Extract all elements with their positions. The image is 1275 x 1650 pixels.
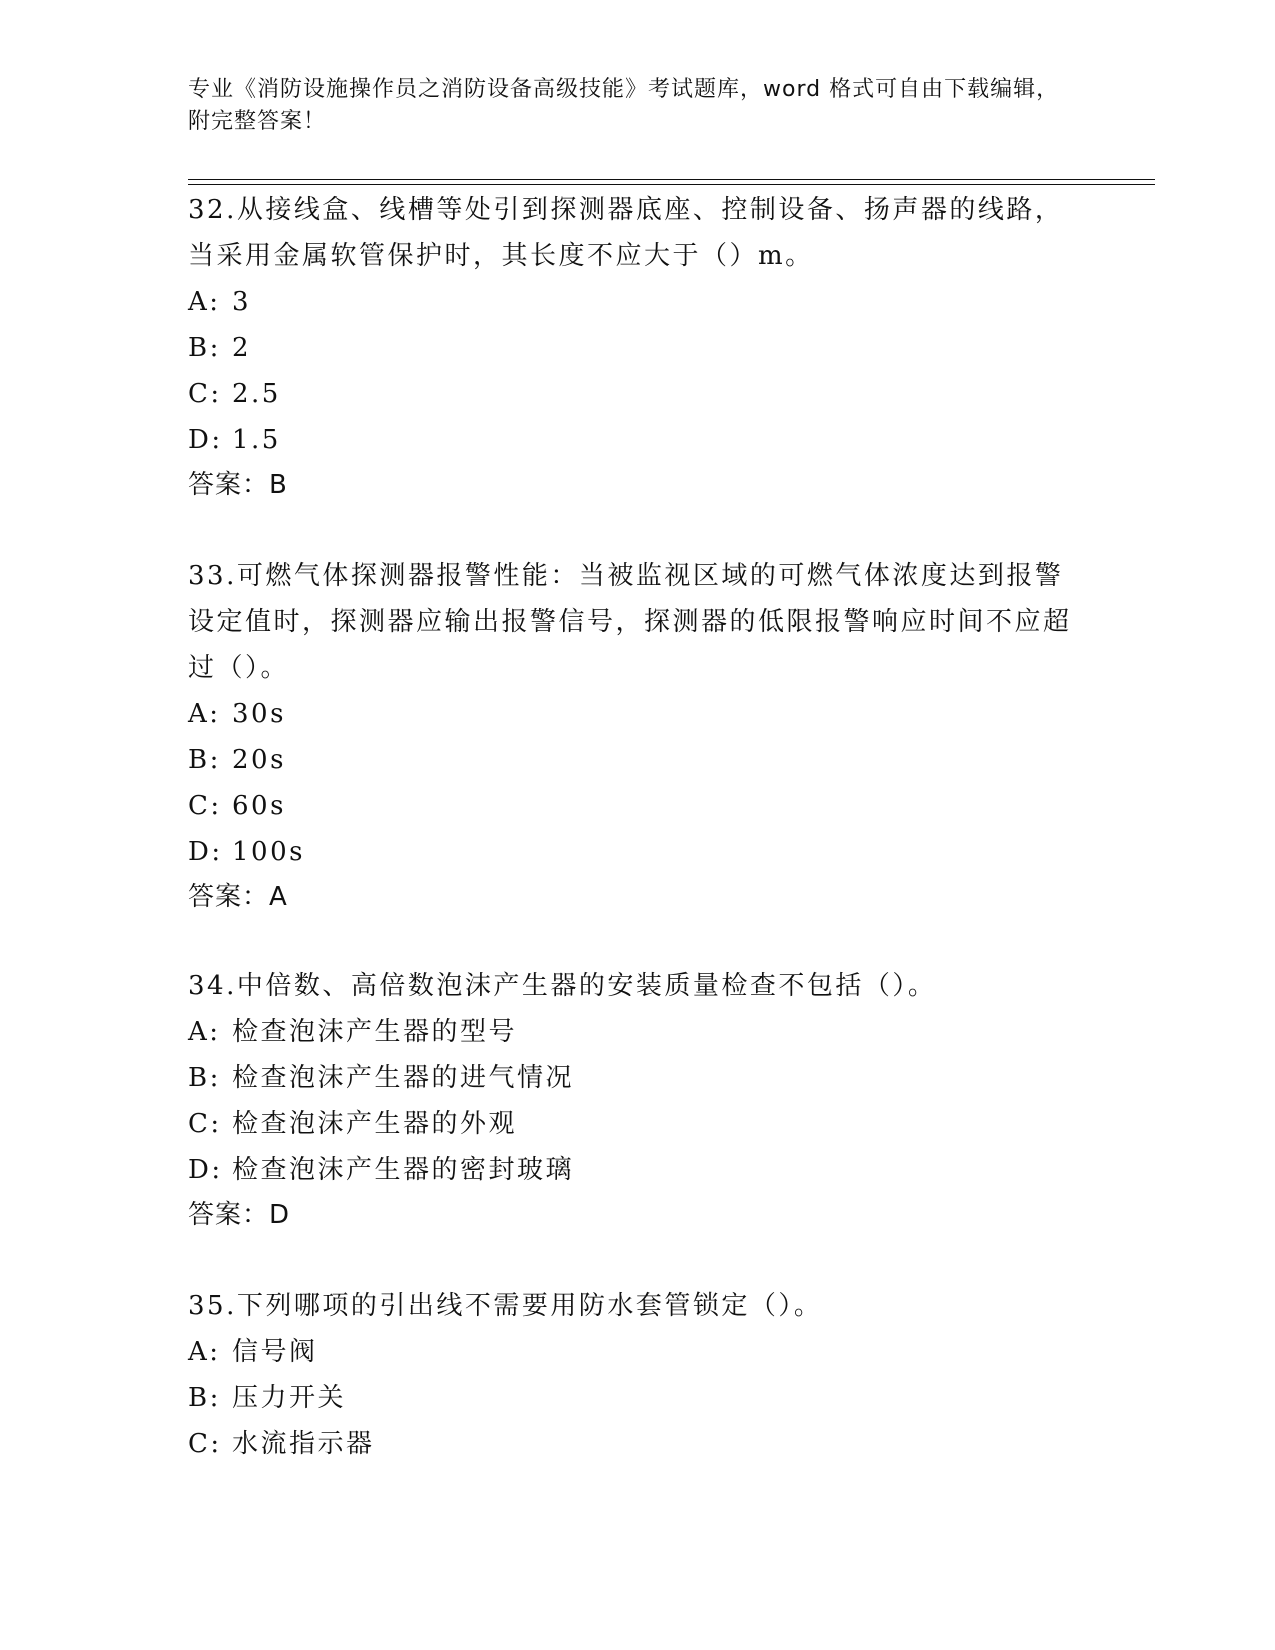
option-key: B:	[188, 333, 221, 363]
document-header: 专业《消防设施操作员之消防设备高级技能》考试题库，word 格式可自由下载编辑，附完整答案！	[188, 77, 1060, 134]
question-34	[188, 963, 1088, 1237]
option-a	[188, 1009, 1088, 1055]
option-key: C:	[188, 791, 222, 821]
option-key: C:	[188, 1109, 222, 1139]
question-35	[188, 1283, 1088, 1467]
answer-line: 答案：B	[188, 470, 288, 500]
option-key: B:	[188, 745, 221, 775]
answer-line: 答案：D	[188, 1200, 291, 1230]
option-key: B:	[188, 1063, 221, 1093]
option-a	[188, 279, 1088, 325]
question-stem: 35.下列哪项的引出线不需要用防水套管锁定（）。	[188, 1291, 823, 1321]
option-text: 1.5	[232, 425, 281, 455]
option-c	[188, 1101, 1088, 1147]
option-key: D:	[188, 1155, 223, 1185]
question-stem: 34.中倍数、高倍数泡沫产生器的安装质量检查不包括（）。	[188, 971, 937, 1001]
option-d	[188, 417, 1088, 463]
header-divider-bottom	[188, 184, 1155, 185]
option-text: 20s	[232, 745, 286, 775]
option-text: 检查泡沫产生器的密封玻璃	[232, 1155, 575, 1185]
option-text: 检查泡沫产生器的外观	[232, 1109, 518, 1139]
option-b	[188, 1375, 1088, 1421]
option-d	[188, 829, 1088, 875]
option-key: C:	[188, 1429, 222, 1459]
option-text: 压力开关	[232, 1383, 347, 1413]
option-d	[188, 1147, 1088, 1193]
option-key: D:	[188, 425, 223, 455]
option-text: 100s	[232, 837, 305, 867]
question-stem: 33.可燃气体探测器报警性能：当被监视区域的可燃气体浓度达到报警设定值时，探测器应输出报警信号，探测器的低限报警响应时间不应超过（）。	[188, 561, 1072, 683]
option-b	[188, 325, 1088, 371]
option-c	[188, 371, 1088, 417]
option-text: 30s	[232, 699, 286, 729]
question-stem: 32.从接线盒、线槽等处引到探测器底座、控制设备、扬声器的线路，当采用金属软管保护时，其长度不应大于（）m。	[188, 195, 1064, 271]
option-text: 3	[232, 287, 252, 317]
option-a	[188, 1329, 1088, 1375]
option-b	[188, 1055, 1088, 1101]
option-a	[188, 691, 1088, 737]
option-key: A:	[188, 699, 221, 729]
option-text: 检查泡沫产生器的型号	[232, 1017, 518, 1047]
answer-line: 答案：A	[188, 882, 288, 912]
option-key: A:	[188, 287, 221, 317]
option-b	[188, 737, 1088, 783]
option-key: A:	[188, 1017, 221, 1047]
option-key: A:	[188, 1337, 221, 1367]
option-c	[188, 1421, 1088, 1467]
option-text: 水流指示器	[232, 1429, 375, 1459]
question-33	[188, 553, 1088, 919]
question-32	[188, 187, 1088, 507]
option-text: 信号阀	[232, 1337, 318, 1367]
option-key: D:	[188, 837, 223, 867]
header-divider-top	[188, 179, 1155, 180]
option-text: 2.5	[232, 379, 281, 409]
option-c	[188, 783, 1088, 829]
option-text: 检查泡沫产生器的进气情况	[232, 1063, 575, 1093]
option-key: B:	[188, 1383, 221, 1413]
option-text: 60s	[232, 791, 286, 821]
option-text: 2	[232, 333, 252, 363]
option-key: C:	[188, 379, 222, 409]
